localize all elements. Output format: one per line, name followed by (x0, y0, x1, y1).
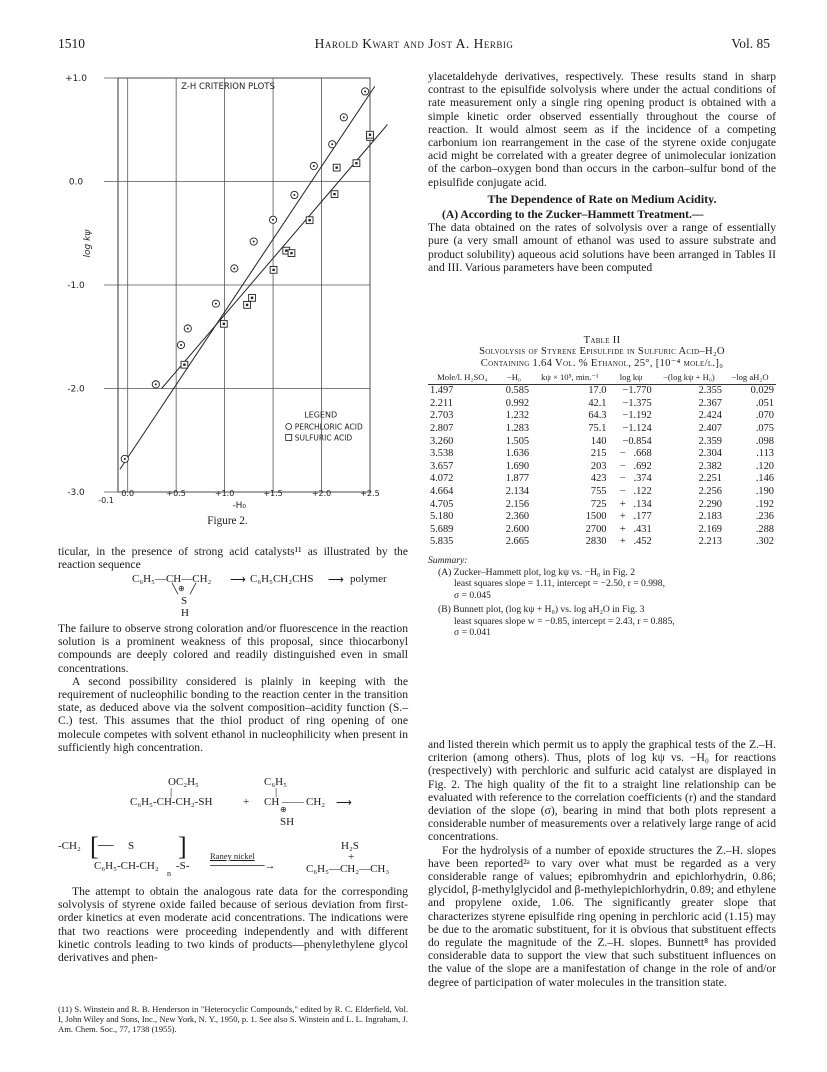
table-cell: 203 (590, 460, 607, 472)
table-cell: 3.657 (430, 460, 454, 472)
data-point-perchloric-center (215, 303, 217, 305)
paragraph: ticular, in the presence of strong acid catalysts¹¹ as illustrated by the reaction sequence (58, 545, 408, 572)
table-cell: −1.192 (622, 410, 652, 422)
table-cell: 2.290 (698, 498, 722, 510)
data-table (428, 373, 776, 549)
ethylbenzene-product: C₆H₅—CH₂—CH₃ (306, 863, 390, 875)
table-cell: 725 (590, 498, 607, 510)
table-cell: 0.992 (505, 397, 530, 409)
page-number: 1510 (58, 36, 85, 51)
data-point-perchloric-center (253, 241, 255, 243)
table-label: Table II (583, 335, 621, 346)
table-cell: .113 (756, 448, 774, 460)
data-point-perchloric-center (331, 143, 333, 145)
table-cell: 140 (590, 435, 607, 447)
positive-charge: ⊕ (280, 805, 287, 814)
table-cell: 2.183 (698, 511, 722, 523)
table-cell: .190 (755, 485, 774, 497)
paragraph: For the hydrolysis of a number of epoxide structures the Z.–H. slopes have been reported²ᵃ to vary over what must be regarded as a very considerable range of values; epibromhydrin and epichlorhydrin, 0.86; glycidol, β-methylglycidol and β-methylepichlorhydrin, 0.89; and ethylene and propylene oxide, 1.06. The significantly greater slope that characterizes styrene episulfide ring opening in perchloric acid (1.15) may be due to the aromatic substituent, for it is obvious that substituent effects do regulate the magnitude of the Z.–H. slopes. Bunnett⁸ has provided considerable data to support the view that such substituent influences on the value of the slope are a manifestation of change in the role of and/or degree of participation of water molecules in the transition state. (428, 843, 776, 989)
data-point-perchloric-center (272, 219, 274, 221)
hydrogen-atom: H (181, 607, 189, 619)
carbon-ch: CH (264, 796, 280, 808)
y-tick-label: -2.0 (67, 384, 85, 395)
data-point-perchloric-center (293, 194, 295, 196)
table-cell: 2.424 (698, 410, 722, 422)
legend-marker-sulfuric (286, 434, 292, 440)
table-cell: 1.636 (505, 448, 530, 460)
table-cell: 2.359 (698, 435, 722, 447)
table-cell: 2.703 (430, 410, 454, 422)
table-row (428, 486, 776, 499)
table-cell: 2.156 (505, 498, 530, 510)
data-point-sulfuric-center (335, 166, 337, 168)
table-cell: −1.375 (622, 397, 652, 409)
x-tick-label: +2.0 (311, 489, 332, 498)
table-cell: 2.367 (698, 397, 722, 409)
table-cell: 4.072 (430, 473, 454, 485)
footnote: (11) S. Winstein and R. B. Henderson in "Heterocyclic Compounds," edited by R. C. Elderfield, Vol. I, John Wiley and Sons, Inc., New York, N. Y., 1950, p. 1. See also S. Winstein and L. L. Ingraham, J. Am. Chem. Soc., 77, 1738 (1955). (58, 1004, 408, 1035)
x-tick-label: +2.5 (360, 489, 380, 498)
table-cell: − .668 (619, 448, 652, 460)
reaction-sequence-3: -CH₂ [ ── S C₆H₅-CH-CH₂ -S- n ] Raney nickel ───────→ H₂S + C₆H₅—CH₂—CH₃ (58, 832, 390, 878)
table-cell: 42.1 (588, 397, 607, 409)
thiol-molecule: C₆H₅-CH-CH₂-SH (130, 796, 213, 808)
table-cell: 1.877 (505, 473, 530, 485)
plus-sign: + (243, 796, 250, 808)
raney-nickel-reagent: Raney nickel (210, 851, 255, 861)
summary-label: Summary: (428, 554, 468, 566)
carbon-ch2: CH₂ (306, 796, 326, 808)
paragraph: A second possibility considered is plainly in keeping with the requirement of nucleophilic bonding to the reaction center in the transition state, as deduced above via the solvent composition–acidity function (S.–C.) test. This assumes that the thiol product of ring opening of one molecule competes with solvent ethanol in nucleophilicity when present in sufficiently high concentration. (58, 674, 408, 754)
table-header-cell: −(log kψ + H₀) (654, 373, 724, 385)
table-cell: + .134 (619, 498, 652, 510)
table-cell: 75.1 (588, 422, 607, 434)
table-cell: 5.835 (430, 536, 454, 548)
data-point-sulfuric-center (183, 363, 185, 365)
table-cell: .120 (755, 460, 774, 472)
table-header-cell: kψ × 10⁵, min.⁻¹ (531, 373, 608, 385)
data-point-perchloric-center (343, 116, 345, 118)
left-text-bottom (58, 885, 408, 964)
table-row (428, 410, 776, 423)
table-cell: 5.180 (430, 511, 454, 523)
table-cell: .075 (755, 422, 774, 434)
x-tick-label: -0.1 (98, 496, 114, 505)
legend-entry-sulfuric: SULFURIC ACID (294, 433, 353, 443)
data-point-sulfuric-center (290, 252, 292, 254)
summary-a-line1: (A) Zucker–Hammett plot, log kψ vs. −H₀ in Fig. 2 (438, 566, 636, 578)
sulfur-link: -S- (176, 860, 190, 872)
section-heading: The Dependence of Rate on Medium Acidity. (487, 191, 717, 206)
table-cell: 64.3 (588, 410, 607, 422)
table-cell: 2.211 (430, 397, 453, 409)
data-point-perchloric-center (364, 90, 366, 92)
paragraph: The failure to observe strong coloration and/or fluorescence in the reaction solution is a prominent weakness of this proposal, since thiocarbonyl compounds are deeply colored and readily distinguished even in small concentrations. (58, 622, 408, 675)
table-cell: −1.124 (622, 422, 652, 434)
table-ii (428, 335, 776, 639)
table-cell: .192 (755, 498, 774, 510)
table-cell: 2.251 (698, 473, 722, 485)
table-header-cell: −H₀ (497, 373, 532, 385)
summary-b-line1: (B) Bunnett plot, (log kψ + H₀) vs. log aH₂O in Fig. 3 (438, 604, 645, 616)
table-cell: 423 (590, 473, 607, 485)
table-header-cell: −log aH₂O (724, 373, 776, 385)
table-row (428, 436, 776, 449)
reaction-arrow: ⟶ (230, 574, 246, 586)
reactant-episulfide: C₆H₅—CH—CH₂ (132, 573, 212, 585)
legend-entry-perchloric: PERCHLORIC ACID (294, 422, 363, 432)
reaction-sequence-2: OC₂H₅ C₆H₅ | | C₆H₅-CH-CH₂-SH + CH —— CH₂ ⟶ ⊕ SH (130, 776, 352, 828)
chart-title: Z-H CRITERION PLOTS (181, 82, 275, 92)
table-row (428, 536, 776, 549)
table-cell: .236 (755, 511, 774, 523)
data-point-sulfuric-center (223, 323, 225, 325)
x-tick-label: +1.5 (263, 489, 283, 498)
table-cell: 1.283 (505, 422, 530, 434)
data-point-sulfuric-center (251, 297, 253, 299)
repeat-unit: C₆H₅-CH-CH₂ (94, 860, 159, 872)
x-tick-label: +0.5 (166, 489, 186, 498)
ethoxy-group: OC₂H₅ (168, 776, 199, 788)
table-cell: 4.664 (430, 485, 454, 497)
table-cell: 2.382 (698, 460, 722, 472)
reaction-sequence-1: C₆H₅—CH—CH₂ ⟶ C₆H₅CH₂CHS ⟶ polymer ╲ ⊕ ╱ S H (132, 573, 387, 619)
table-cell: −0.854 (622, 435, 652, 447)
figure-caption: Figure 2. (207, 515, 248, 527)
table-title-line1: Solvolysis of Styrene Episulfide in Sulfuric Acid–H₂O (479, 346, 725, 357)
table-cell: − .122 (619, 485, 652, 497)
data-point-perchloric-center (155, 383, 157, 385)
table-cell: 2830 (585, 536, 607, 548)
running-authors: Harold Kwart and Jost A. Herbig (314, 36, 514, 51)
positive-charge: ⊕ (178, 584, 185, 593)
table-cell: 1.690 (505, 460, 530, 472)
thioaldehyde: C₆H₅CH₂CHS (250, 573, 314, 585)
table-cell: 2700 (585, 523, 607, 535)
table-summary (428, 555, 776, 639)
hydrogen-sulfide: H₂S (341, 840, 359, 852)
paragraph: and listed therein which permit us to apply the graphical tests of the Z.–H. criterion (among others). Thus, plots of log kψ vs. −H₀ for reactions (respectively) with perchloric and sulfuric acid catalyst are displayed in Fig. 2. The high quality of the fit to a straight line relationship can be evaluated with reference to the correlation coefficients (r) and the standard deviation of the slope (σ), bearing in mind that both plots represent a considerable number of measurements over a relatively large range of acid concentrations. (428, 738, 776, 844)
polymer-chain-end: -CH₂ (58, 840, 81, 852)
table-cell: 3.260 (430, 435, 454, 447)
sulfur-atom: S (181, 595, 188, 607)
subsection-heading: (A) According to the Zucker–Hammett Treatment.— (442, 208, 704, 222)
table-cell: 2.407 (698, 422, 722, 434)
table-cell: 755 (590, 485, 607, 497)
data-point-sulfuric-center (272, 269, 274, 271)
table-title-line2: Containing 1.64 Vol. % Ethanol, 25°, [10⁻⁴ mole/l.]₀ (480, 358, 724, 369)
right-text-bottom (428, 738, 776, 989)
table-cell: −1.770 (622, 385, 652, 397)
table-cell: − .692 (619, 460, 652, 472)
table-row (428, 473, 776, 486)
table-cell: 215 (590, 448, 607, 460)
paragraph: ylacetaldehyde derivatives, respectively. These results stand in sharp contrast to the episulfide solvolysis where under the actual conditions of rate measurement only a single ring opening product is obtained with a simple kinetic order observed essentially throughout the course of reaction. It would almost seem as if the incidence of a competing carbonium ion rearrangement in the case of the styrene oxide conjugate acid might be correlated with a greater degree of unimolecular ionization of the carbon–oxygen bond than occurs in the carbon–sulfur bond of the episulfide conjugate acid. (428, 70, 776, 189)
data-point-sulfuric-center (333, 193, 335, 195)
data-point-perchloric-center (187, 327, 189, 329)
data-point-sulfuric-center (369, 134, 371, 136)
table-row (428, 461, 776, 474)
table-cell: 2.600 (505, 523, 530, 535)
y-tick-label: 0.0 (68, 177, 84, 188)
table-cell: 5.689 (430, 523, 454, 535)
table-cell: 1500 (585, 511, 607, 523)
table-cell: 0.585 (505, 385, 530, 397)
table-cell: 2.134 (505, 485, 530, 497)
data-point-perchloric-center (233, 267, 235, 269)
table-cell: 2.169 (698, 523, 722, 535)
x-tick-label: 0.0 (121, 489, 135, 498)
y-tick-label: -3.0 (67, 488, 85, 498)
table-cell: 2.807 (430, 422, 454, 434)
data-point-perchloric-center (180, 344, 182, 346)
table-row (428, 398, 776, 411)
data-point-perchloric-center (313, 165, 315, 167)
volume-label: Vol. 85 (731, 36, 770, 51)
left-text-mid (58, 622, 408, 754)
data-point-sulfuric-center (246, 304, 248, 306)
table-row (428, 511, 776, 524)
table-cell: .070 (755, 410, 774, 422)
x-tick-label: +1.0 (214, 489, 235, 498)
table-cell: + .452 (619, 536, 652, 548)
table-cell: 2.304 (698, 448, 722, 460)
zh-criterion-chart (40, 60, 415, 515)
table-cell: 2.256 (698, 485, 722, 497)
table-cell: .051 (755, 397, 774, 409)
paragraph: The attempt to obtain the analogous rate data for the corresponding solvolysis of styrene oxide failed because of serious deviation from first-order kinetics at even moderate acid concentrations. The indications were that two reactions were proceeding independently and with different kinetic controls leading to two kinds of products—phenylethylene glycol derivatives and phen- (58, 885, 408, 965)
legend-title: LEGEND (304, 410, 338, 420)
y-axis-label: log kψ (83, 229, 93, 258)
table-cell: 1.232 (505, 410, 530, 422)
legend-marker-perchloric (286, 423, 292, 429)
data-point-sulfuric-center (285, 249, 287, 251)
x-axis-label: -H₀ (232, 501, 246, 511)
table-row (428, 423, 776, 436)
data-point-sulfuric-center (355, 162, 357, 164)
table-cell: − .374 (619, 473, 652, 485)
table-header-cell: Mole/l. H₂SO₄ (428, 373, 497, 385)
table-cell: .288 (755, 523, 774, 535)
reaction-arrow: ⟶ (336, 797, 352, 809)
data-point-perchloric-center (124, 458, 126, 460)
table-cell: 17.0 (588, 385, 607, 397)
table-cell: 1.505 (505, 435, 530, 447)
y-tick-label: +1.0 (65, 74, 87, 84)
sulfur-atom: S (128, 840, 135, 852)
summary-b-line2: least squares slope w = −0.85, intercept = 2.43, r = 0.885, (454, 615, 675, 627)
table-cell: 0.029 (750, 385, 774, 397)
table-cell: 2.665 (505, 536, 530, 548)
table-cell: 3.538 (430, 448, 454, 460)
summary-b-line3: σ = 0.041 (454, 627, 491, 639)
paragraph: The data obtained on the rates of solvolysis over a range of essentially pure (a very small amount of ethanol was used to assure substrate and product solubility) aqueous acid solutions have been arranged in Tables II and III. Various parameters have been computed (428, 221, 776, 274)
table-cell: .146 (755, 473, 774, 485)
table-cell: 2.213 (698, 536, 722, 548)
table-cell: 2.355 (698, 385, 722, 397)
table-cell: 4.705 (430, 498, 454, 510)
page-header (58, 36, 770, 56)
table-cell: .302 (755, 536, 774, 548)
plus-sign: + (348, 851, 355, 863)
sulfhydryl-group: SH (280, 816, 295, 828)
table-header-cell: log kψ (609, 373, 654, 385)
table-row (428, 385, 776, 398)
table-row (428, 524, 776, 537)
summary-a-line3: σ = 0.045 (454, 589, 491, 601)
table-cell: + .177 (619, 511, 652, 523)
reaction-arrow: ⟶ (328, 574, 344, 586)
right-text-top (428, 70, 776, 274)
table-row (428, 499, 776, 512)
table-cell: .098 (755, 435, 774, 447)
data-point-sulfuric-center (308, 219, 310, 221)
repeat-count: n (167, 869, 171, 878)
y-tick-label: -1.0 (67, 281, 85, 291)
left-text-top (58, 545, 408, 571)
phenyl-group: C₆H₅ (264, 776, 287, 788)
table-row (428, 448, 776, 461)
summary-a-line2: least squares slope = 1.11, intercept = −2.50, r = 0.998, (454, 578, 665, 590)
table-cell: 1.497 (430, 385, 454, 397)
polymer-product: polymer (350, 573, 387, 585)
table-cell: 2.360 (505, 511, 530, 523)
table-cell: + .431 (619, 523, 652, 535)
